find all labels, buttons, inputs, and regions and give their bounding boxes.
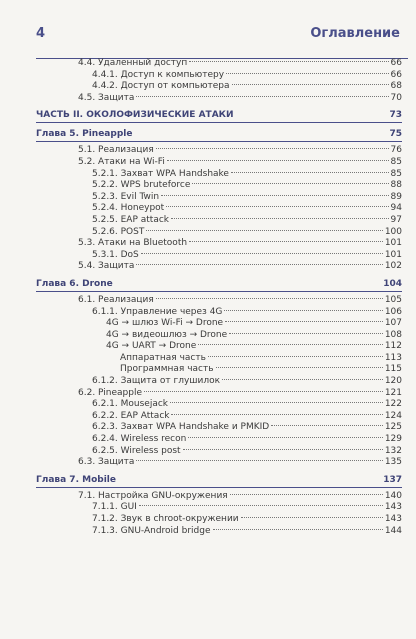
toc-entry-row bbox=[36, 227, 402, 239]
toc-leader bbox=[136, 264, 382, 265]
toc-entry-title: 5.1. Реализация bbox=[78, 145, 154, 156]
toc-page-number: 76 bbox=[390, 145, 402, 156]
toc-leader bbox=[136, 460, 382, 461]
toc-entry-title: 6.2.5. Wireless post bbox=[92, 445, 181, 456]
toc-entry-row bbox=[36, 318, 402, 330]
toc-entry-title: 5.2.1. Захват WPA Handshake bbox=[92, 168, 229, 179]
toc-page-number: 94 bbox=[390, 203, 402, 214]
toc-page-number: 105 bbox=[384, 294, 402, 305]
toc-page-number: 140 bbox=[384, 490, 402, 501]
toc-leader bbox=[189, 61, 388, 62]
toc-page-number: 66 bbox=[390, 58, 402, 68]
toc-part-row bbox=[36, 108, 402, 123]
toc-entry-title: 6.1.2. Защита от глушилок bbox=[92, 376, 221, 387]
toc-page-number: 89 bbox=[390, 191, 402, 202]
toc-entry-row bbox=[36, 180, 402, 192]
toc-leader bbox=[183, 449, 383, 450]
toc-entry-title: 5.4. Защита bbox=[78, 261, 135, 272]
toc-page-number: 143 bbox=[384, 514, 402, 524]
toc-chapter-row bbox=[36, 127, 402, 142]
toc-entry-title: 6.1.1. Управление через 4G bbox=[92, 306, 223, 317]
toc-leader bbox=[226, 73, 389, 74]
toc-page-number: 143 bbox=[384, 502, 402, 513]
toc-page-number: 70 bbox=[390, 92, 402, 103]
toc-entry-row bbox=[36, 526, 402, 538]
toc-entry-title: 4.4. Удаленный доступ bbox=[78, 58, 188, 68]
toc-leader bbox=[216, 367, 383, 368]
toc-leader bbox=[224, 310, 382, 311]
toc-entry-row bbox=[36, 434, 402, 446]
toc-page-number: 66 bbox=[390, 69, 402, 80]
toc-entry-title: 6.2.4. Wireless recon bbox=[92, 434, 187, 445]
running-head: Оглавление bbox=[310, 26, 400, 41]
toc-leader bbox=[156, 298, 383, 299]
toc-entry-row bbox=[36, 411, 402, 423]
toc-leader bbox=[208, 356, 383, 357]
toc-page-number: 125 bbox=[384, 422, 402, 433]
toc-page-number: 101 bbox=[384, 249, 402, 260]
toc-page-number: 115 bbox=[384, 364, 402, 375]
toc-entry-row bbox=[36, 330, 402, 342]
toc-entry-title: Аппаратная часть bbox=[120, 352, 206, 363]
toc-entry-row bbox=[36, 70, 402, 82]
toc-entry-row bbox=[36, 422, 402, 434]
toc-page-number: 97 bbox=[390, 214, 402, 225]
toc-entry-row bbox=[36, 145, 402, 157]
toc-page-number: 106 bbox=[384, 306, 402, 317]
toc-leader bbox=[136, 96, 388, 97]
toc-entry-row bbox=[36, 81, 402, 93]
toc-entry-row bbox=[36, 169, 402, 181]
toc-chapter-row bbox=[36, 473, 402, 488]
toc-entry-title: Глава 5. Pineapple bbox=[36, 129, 133, 140]
toc-entry-row bbox=[36, 93, 402, 105]
toc-entry-title: 5.2. Атаки на Wi-Fi bbox=[78, 156, 165, 167]
toc-entry-title: 5.2.2. WPS bruteforce bbox=[92, 180, 191, 191]
toc-leader bbox=[188, 437, 382, 438]
toc-entry-title: 4G → видеошлюз → Drone bbox=[106, 329, 228, 340]
toc-entry-row bbox=[36, 295, 402, 307]
toc-entry-title: 4G → шлюз Wi-Fi → Drone bbox=[106, 318, 224, 329]
toc-entry-title: 5.2.4. Honeypot bbox=[92, 203, 165, 214]
toc-leader bbox=[156, 148, 389, 149]
toc-page-number: 113 bbox=[384, 352, 402, 363]
toc-entry-row bbox=[36, 215, 402, 227]
page-number: 4 bbox=[36, 26, 46, 41]
toc-entry-title: 7.1.3. GNU-Android bridge bbox=[92, 525, 211, 536]
toc-page-number: 102 bbox=[384, 261, 402, 272]
toc-page-number: 107 bbox=[384, 318, 402, 329]
toc-page-number: 112 bbox=[384, 341, 402, 352]
toc-page-number: 132 bbox=[384, 445, 402, 456]
toc-entry-title: 4.5. Защита bbox=[78, 92, 135, 103]
toc-entry-row bbox=[36, 446, 402, 458]
toc-entry-title: 5.2.6. POST bbox=[92, 226, 145, 237]
toc-page-number: 85 bbox=[390, 156, 402, 167]
toc-leader bbox=[225, 321, 383, 322]
toc-page-number: 101 bbox=[384, 238, 402, 249]
toc-entry-title: 6.2. Pineapple bbox=[78, 387, 142, 398]
table-of-contents bbox=[36, 58, 402, 537]
toc-entry-title: 7.1.2. Звук в chroot-окружении bbox=[92, 514, 239, 524]
toc-entry-title: 7.1.1. GUI bbox=[92, 502, 137, 513]
toc-leader bbox=[144, 391, 383, 392]
toc-leader bbox=[229, 333, 383, 334]
toc-page-number: 68 bbox=[390, 81, 402, 92]
toc-entry-row bbox=[36, 157, 402, 169]
toc-entry-row bbox=[36, 353, 402, 365]
toc-leader bbox=[232, 84, 389, 85]
toc-entry-row bbox=[36, 376, 402, 388]
page-header bbox=[22, 22, 408, 44]
toc-entry-row bbox=[36, 58, 402, 70]
toc-entry-row bbox=[36, 307, 402, 319]
toc-leader bbox=[231, 172, 389, 173]
toc-page-number: 75 bbox=[389, 129, 402, 140]
toc-leader bbox=[161, 195, 388, 196]
toc-entry-title: 5.3.1. DoS bbox=[92, 249, 139, 260]
toc-entry-title: Глава 7. Mobile bbox=[36, 474, 116, 485]
toc-entry-row bbox=[36, 388, 402, 400]
toc-entry-row bbox=[36, 457, 402, 469]
toc-page-number: 135 bbox=[384, 457, 402, 468]
toc-page-number: 85 bbox=[390, 168, 402, 179]
toc-leader bbox=[213, 529, 383, 530]
toc-page-number: 124 bbox=[384, 410, 402, 421]
toc-page-number: 104 bbox=[383, 278, 402, 289]
toc-leader bbox=[198, 344, 383, 345]
toc-leader bbox=[166, 206, 388, 207]
toc-leader bbox=[222, 379, 383, 380]
toc-leader bbox=[230, 494, 383, 495]
toc-entry-row bbox=[36, 261, 402, 273]
toc-page-number: 144 bbox=[384, 525, 402, 536]
toc-leader bbox=[167, 160, 389, 161]
toc-entry-title: 5.2.3. Evil Twin bbox=[92, 191, 160, 202]
toc-leader bbox=[171, 414, 382, 415]
toc-entry-title: 4G → UART → Drone bbox=[106, 341, 197, 352]
toc-page-number: 120 bbox=[384, 376, 402, 387]
toc-entry-title: 6.2.2. EAP Attack bbox=[92, 410, 170, 421]
toc-entry-title: Программная часть bbox=[120, 364, 214, 375]
toc-entry-row bbox=[36, 203, 402, 215]
toc-page-number: 121 bbox=[384, 387, 402, 398]
toc-entry-row bbox=[36, 364, 402, 376]
toc-entry-title: Глава 6. Drone bbox=[36, 278, 113, 289]
toc-chapter-row bbox=[36, 277, 402, 292]
toc-leader bbox=[139, 505, 383, 506]
toc-entry-title: 4.4.1. Доступ к компьютеру bbox=[92, 69, 225, 80]
toc-entry-title: 6.2.3. Захват WPA Handshake и PMKID bbox=[92, 422, 270, 433]
toc-entry-title: 4.4.2. Доступ от компьютера bbox=[92, 81, 230, 92]
toc-leader bbox=[141, 253, 383, 254]
toc-leader bbox=[170, 402, 383, 403]
toc-leader bbox=[146, 230, 382, 231]
toc-entry-row bbox=[36, 192, 402, 204]
toc-entry-row bbox=[36, 399, 402, 411]
toc-leader bbox=[192, 183, 388, 184]
toc-entry-title: 5.2.5. EAP attack bbox=[92, 214, 170, 225]
toc-leader bbox=[171, 218, 389, 219]
toc-page-number: 122 bbox=[384, 399, 402, 410]
toc-leader bbox=[241, 517, 383, 518]
toc-page-number: 129 bbox=[384, 434, 402, 445]
toc-entry-row bbox=[36, 341, 402, 353]
toc-entry-title: 6.2.1. Mousejack bbox=[92, 399, 168, 410]
toc-page-number: 137 bbox=[383, 474, 402, 485]
toc-entry-row bbox=[36, 238, 402, 250]
toc-entry-row bbox=[36, 250, 402, 262]
toc-page-number: 100 bbox=[384, 226, 402, 237]
toc-entry-title: ЧАСТЬ II. ОКОЛОФИЗИЧЕСКИЕ АТАКИ bbox=[36, 110, 234, 121]
toc-leader bbox=[189, 241, 383, 242]
toc-entry-row bbox=[36, 514, 402, 526]
toc-page-number: 88 bbox=[390, 180, 402, 191]
toc-page-number: 108 bbox=[384, 329, 402, 340]
toc-page-number: 73 bbox=[389, 110, 402, 121]
toc-entry-title: 7.1. Настройка GNU-окружения bbox=[78, 490, 228, 501]
toc-entry-row bbox=[36, 491, 402, 503]
toc-entry-title: 6.3. Защита bbox=[78, 457, 135, 468]
toc-entry-row bbox=[36, 502, 402, 514]
toc-leader bbox=[271, 425, 383, 426]
toc-entry-title: 6.1. Реализация bbox=[78, 294, 154, 305]
toc-entry-title: 5.3. Атаки на Bluetooth bbox=[78, 238, 188, 249]
